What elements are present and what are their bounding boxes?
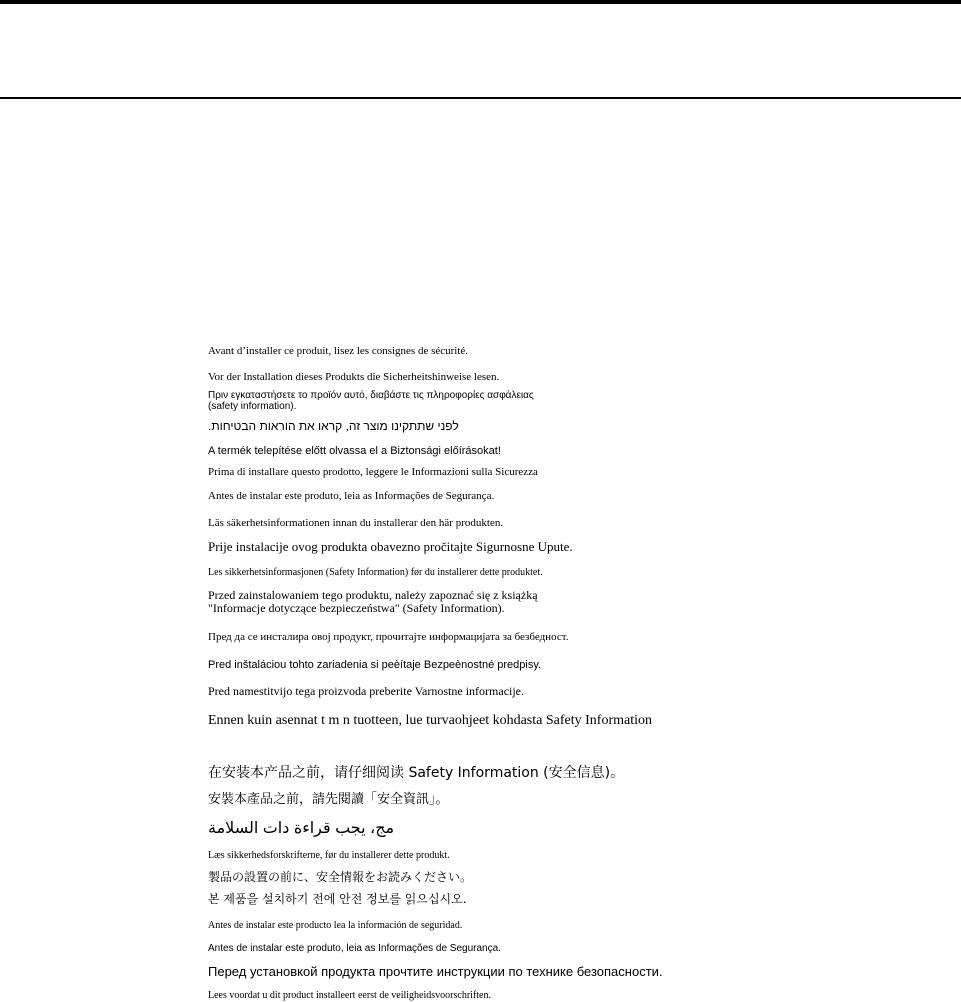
safety-notice-chinese-traditional: 安裝本產品之前，請先閱讀「安全資訊」。 xyxy=(208,792,449,807)
safety-notice-hebrew: לפני שתתקינו מוצר זה, קראו את הוראות הבטיחות. xyxy=(208,419,459,433)
safety-notice-portuguese: Antes de instalar este produto, leia as Informações de Segurança. xyxy=(208,943,501,954)
safety-notice-korean: 본 제품을 설치하기 전에 안전 정보를 읽으십시오. xyxy=(208,892,467,906)
safety-notice-arabic: مج، يجب قراءة دات السلامة xyxy=(208,820,395,837)
safety-notice-polish: Przed zainstalowaniem tego produktu, należy zapoznać się z książką "Informacje dotyczące bezpieczeństwa" (Safety Information). xyxy=(208,588,538,616)
safety-notice-chinese-simplified: 在安装本产品之前，请仔细阅读 Safety Information (安全信息)。 xyxy=(208,765,625,781)
safety-notice-slovak: Pred inštaláciou tohto zariadenia si peèítaje Bezpeènostné predpisy. xyxy=(208,659,542,671)
safety-notice-danish: Læs sikkerhedsforskrifterne, før du installerer dette produkt. xyxy=(208,850,450,861)
safety-notice-hungarian: A termék telepítése előtt olvassa el a Biztonsági előírásokat! xyxy=(208,445,501,457)
safety-notice-swedish: Läs säkerhetsinformationen innan du installerar den här produkten. xyxy=(208,517,504,529)
safety-notice-norwegian: Les sikkerhetsinformasjonen (Safety Information) før du installerer dette produktet. xyxy=(208,567,543,578)
safety-notice-greek: Πριν εγκαταστήσετε το προϊόν αυτό, διαβάστε τις πληροφορίες ασφάλειας (safety information). xyxy=(208,390,534,412)
safety-notice-spanish: Antes de instalar este producto lea la información de seguridad. xyxy=(208,920,463,931)
safety-notice-french: Avant d’installer ce produit, lisez les consignes de sécurité. xyxy=(208,345,469,357)
safety-notice-russian: Перед установкой продукта прочтите инструкции по технике безопасности. xyxy=(208,964,663,979)
safety-notice-croatian: Prije instalacije ovog produkta obavezno pročitajte Sigurnosne Upute. xyxy=(208,539,573,554)
safety-notice-italian: Prima di installare questo prodotto, leggere le Informazioni sulla Sicurezza xyxy=(208,466,538,478)
safety-notice-slovenian: Pred namestitvijo tega proizvoda preberite Varnostne informacije. xyxy=(208,684,525,698)
safety-notice-macedonian: Пред да се инсталира овој продукт, прочитајте информацијата за безбедност. xyxy=(208,631,569,643)
safety-notice-japanese: 製品の設置の前に、安全情報をお読みください。 xyxy=(208,870,473,884)
safety-notice-portuguese-brazil: Antes de instalar este produto, leia as Informações de Segurança. xyxy=(208,490,495,502)
safety-notice-finnish: Ennen kuin asennat t m n tuotteen, lue turvaohjeet kohdasta Safety Information xyxy=(208,713,652,728)
safety-notice-dutch: Lees voordat u dit product installeert eerst de veiligheidsvoorschriften. xyxy=(208,990,491,1001)
safety-notice-german: Vor der Installation dieses Produkts die Sicherheitshinweise lesen. xyxy=(208,371,500,383)
